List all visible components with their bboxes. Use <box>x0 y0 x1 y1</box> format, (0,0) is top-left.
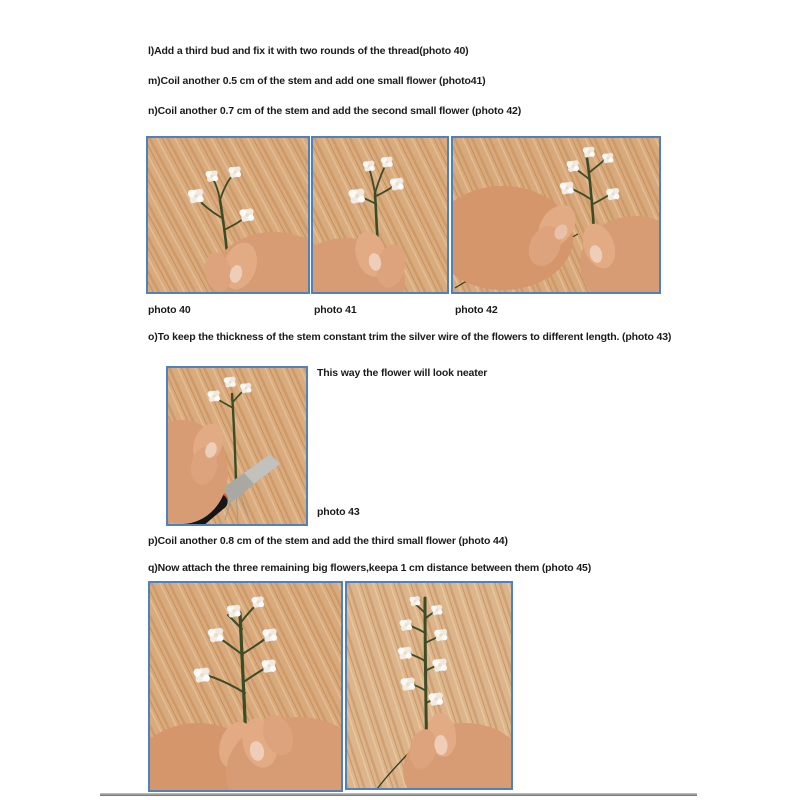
photo-45-image <box>345 581 513 790</box>
photo-41-caption: photo 41 <box>314 304 357 316</box>
photo-40-illustration <box>148 138 308 292</box>
photo-42-image <box>451 136 661 294</box>
photo-45-illustration <box>347 583 511 788</box>
photo-41-illustration <box>313 138 447 292</box>
photo-44-illustration <box>150 583 341 790</box>
page-bottom-rule <box>100 793 697 796</box>
photo-40-image <box>146 136 310 294</box>
step-q-text: q)Now attach the three remaining big flowers,keepa 1 cm distance between them (photo 45) <box>148 562 592 574</box>
step-p-text: p)Coil another 0.8 cm of the stem and add the third small flower (photo 44) <box>148 535 508 547</box>
photo-42-caption: photo 42 <box>455 304 498 316</box>
photo-40-caption: photo 40 <box>148 304 191 316</box>
photo-43-illustration <box>168 368 306 524</box>
photo-43-caption: photo 43 <box>317 506 360 518</box>
photo-43-image <box>166 366 308 526</box>
step-l-text: l)Add a third bud and fix it with two rounds of the thread(photo 40) <box>148 45 469 57</box>
photo-41-image <box>311 136 449 294</box>
photo-44-image <box>148 581 343 792</box>
photo-42-illustration <box>453 138 659 292</box>
step-n-text: n)Coil another 0.7 cm of the stem and add the second small flower (photo 42) <box>148 105 522 117</box>
step-o-text: o)To keep the thickness of the stem constant trim the silver wire of the flowers to different length. (photo 43) <box>148 331 672 343</box>
note-text: This way the flower will look neater <box>317 367 488 379</box>
step-m-text: m)Coil another 0.5 cm of the stem and add one small flower (photo41) <box>148 75 486 87</box>
